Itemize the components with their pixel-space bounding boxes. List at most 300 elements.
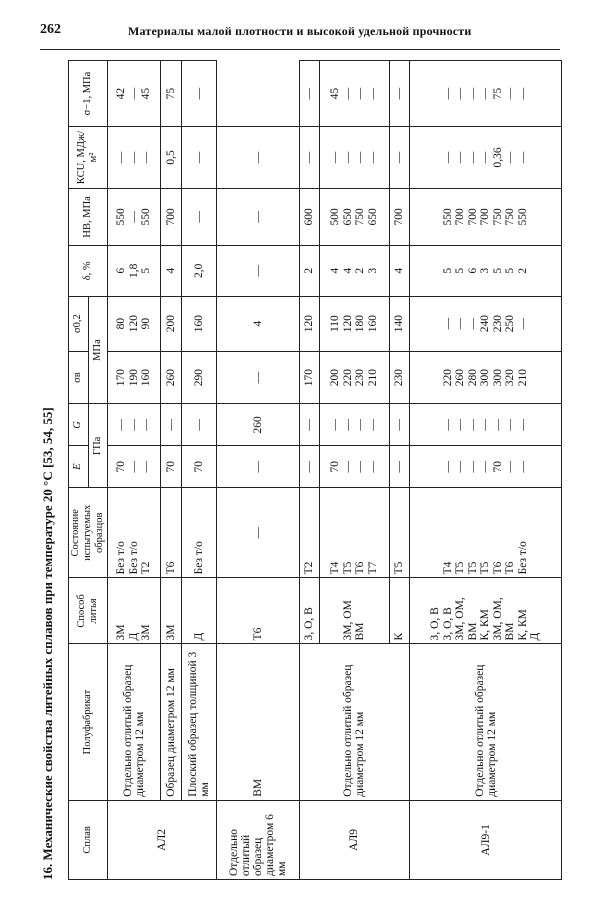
sb-value: 230	[393, 368, 406, 387]
casting-value: К, КМ	[479, 609, 492, 641]
G-value: —	[516, 419, 529, 431]
kcu-cell	[108, 127, 161, 189]
d-value: 4	[393, 267, 406, 274]
hb-value: 600	[303, 208, 316, 226]
sb-cell	[410, 351, 562, 404]
s02-value: 140	[393, 315, 406, 333]
hb-cell	[389, 188, 409, 245]
kcu-value: —	[192, 151, 205, 164]
d-value: 2	[354, 267, 367, 274]
sm1-value: —	[454, 87, 467, 100]
col-sigma-neg1: σ−1, МПа	[69, 61, 108, 127]
col-sigma-b: σв	[69, 351, 89, 404]
hb-value: 750	[504, 208, 517, 226]
state-cell	[161, 488, 181, 578]
E-cell	[320, 446, 390, 488]
E-value: —	[479, 460, 492, 473]
kcu-value: —	[516, 151, 529, 164]
state-value: Т5	[454, 561, 467, 575]
kcu-value: 0,5	[164, 150, 177, 165]
E-value: —	[341, 460, 354, 473]
sm1-value: 45	[329, 87, 342, 100]
sm1-value: —	[127, 87, 140, 100]
E-value: 70	[329, 460, 342, 473]
sm1-value: —	[341, 87, 354, 100]
G-cell	[320, 404, 390, 446]
G-value: —	[504, 419, 517, 431]
sb-value: 210	[516, 368, 529, 387]
casting-cell	[161, 578, 181, 644]
casting-cell	[217, 644, 300, 800]
kcu-value: —	[441, 151, 454, 164]
state-value: Т6	[491, 561, 504, 575]
sm1-cell	[161, 61, 181, 127]
casting-value: ЗМ, ОМ, ВМ	[454, 597, 479, 641]
table-row	[108, 61, 161, 880]
E-value: —	[127, 460, 140, 473]
d-value: 4	[329, 267, 342, 274]
sm1-value: —	[504, 87, 517, 100]
state-value: Т4	[329, 561, 342, 575]
casting-value: Д	[529, 632, 542, 641]
kcu-value: —	[354, 151, 367, 164]
table-row	[410, 61, 562, 880]
s02-value: 230	[491, 315, 504, 333]
state-cell	[320, 488, 390, 578]
sb-value: 170	[115, 368, 128, 387]
sm1-value: —	[393, 87, 406, 100]
E-cell	[299, 446, 319, 488]
state-value: Без т/о	[127, 541, 140, 575]
hb-cell	[108, 188, 161, 245]
casting-cell	[108, 578, 161, 644]
hb-value: 650	[366, 208, 379, 226]
unit-mpa: МПа	[88, 296, 108, 404]
d-cell	[108, 245, 161, 296]
col-product: Полуфабрикат	[69, 644, 108, 800]
table-body	[108, 61, 562, 880]
running-title: Материалы малой плотности и высокой удельной прочности	[128, 24, 472, 38]
E-value: —	[504, 460, 517, 473]
s02-value: 120	[303, 315, 316, 333]
casting-value: З, О, В	[441, 607, 454, 641]
s02-value: 200	[164, 315, 177, 333]
sb-value: 260	[164, 368, 177, 387]
s02-value: 90	[140, 317, 153, 330]
d-value: 2,0	[192, 263, 205, 278]
page-header	[40, 22, 560, 52]
state-value: Т2	[140, 561, 153, 575]
E-cell	[389, 446, 409, 488]
d-value: 3	[366, 267, 379, 274]
state-value: Т6	[164, 561, 177, 575]
d-value: 5	[491, 267, 504, 274]
G-value: —	[366, 419, 379, 431]
kcu-value: 0,36	[491, 147, 504, 168]
hb-value: 750	[354, 208, 367, 226]
sb-value: 170	[303, 368, 316, 387]
sb-value: 290	[192, 368, 205, 387]
table-row	[217, 61, 300, 880]
state-value: Т2	[303, 561, 316, 575]
E-value: —	[466, 460, 479, 473]
d-value: 4	[164, 267, 177, 274]
sb-value: 160	[140, 368, 153, 387]
E-cell	[410, 446, 562, 488]
sb-cell	[320, 351, 390, 404]
state-cell	[389, 488, 409, 578]
state-cell	[108, 488, 161, 578]
table-row	[181, 61, 216, 880]
s02-cell	[217, 351, 300, 404]
s02-value: 80	[115, 317, 128, 330]
sb-cell	[299, 351, 319, 404]
s02-value: 110	[329, 315, 342, 333]
hb-value: 550	[115, 208, 128, 226]
alloy-cell: АЛ9-1	[410, 800, 562, 879]
d-value: 1,8	[127, 263, 140, 278]
sm1-cell	[410, 61, 562, 127]
kcu-value: —	[115, 151, 128, 164]
sb-cell	[108, 351, 161, 404]
sm1-value: —	[366, 87, 379, 100]
s02-value: 250	[504, 315, 517, 333]
casting-value: ВМ	[251, 778, 264, 797]
sb-value: 280	[466, 368, 479, 387]
casting-cell	[299, 578, 319, 644]
s02-cell	[410, 296, 562, 351]
d-value: 5	[504, 267, 517, 274]
casting-value: ЗМ, ОМ, ВМ	[491, 597, 517, 641]
G-cell	[217, 446, 300, 488]
col-alloy: Сплав	[69, 800, 108, 879]
d-cell	[389, 245, 409, 296]
sm1-value: —	[354, 87, 367, 100]
properties-table	[68, 60, 562, 880]
kcu-value: —	[127, 151, 140, 164]
casting-value: ЗМ	[164, 624, 177, 641]
sm1-value: —	[192, 87, 205, 100]
G-cell	[181, 404, 216, 446]
hb-value: 550	[516, 208, 529, 226]
sm1-cell	[299, 61, 319, 127]
s02-cell	[161, 296, 181, 351]
state-value: Т5	[466, 561, 479, 575]
sb-cell	[181, 351, 216, 404]
sm1-cell	[108, 61, 161, 127]
G-value: —	[164, 419, 177, 431]
G-value: —	[115, 419, 128, 431]
kcu-cell	[389, 127, 409, 189]
s02-value: —	[454, 317, 467, 330]
kcu-value: —	[393, 151, 406, 164]
sb-value: 220	[341, 368, 354, 387]
casting-cell	[320, 578, 390, 644]
kcu-cell	[320, 127, 390, 189]
G-cell	[299, 404, 319, 446]
col-sigma-02: σ0,2	[69, 296, 89, 351]
casting-value: ЗМ	[140, 624, 153, 641]
col-E: E	[69, 446, 89, 488]
G-value: —	[454, 419, 467, 431]
alloy-cell: АЛ2	[108, 800, 217, 879]
s02-value: 240	[479, 315, 492, 333]
E-value: —	[366, 460, 379, 473]
kcu-cell	[299, 127, 319, 189]
hb-cell	[320, 188, 390, 245]
hb-value: 550	[140, 208, 153, 226]
sb-value: 220	[441, 368, 454, 387]
product-cell: Образец диаметром 12 мм	[161, 644, 181, 800]
hb-cell	[299, 188, 319, 245]
sm1-value: —	[251, 151, 264, 164]
E-value: 70	[192, 460, 205, 473]
product-cell: Отдельно отлитый образец диаметром 12 мм	[410, 644, 562, 800]
s02-value: 120	[341, 315, 354, 333]
G-cell	[108, 404, 161, 446]
G-value: —	[192, 419, 205, 431]
hb-value: 500	[329, 208, 342, 226]
table-caption: 16. Механические свойства литейных сплавов при температуре 20 °С [53, 54, 55]	[40, 407, 55, 880]
col-hb: НВ, МПа	[69, 188, 108, 245]
casting-value: З, О, В	[429, 607, 442, 641]
kcu-cell	[161, 127, 181, 189]
casting-value: ЗМ, ОМ	[341, 600, 354, 641]
s02-cell	[299, 296, 319, 351]
col-delta: δ, %	[69, 245, 108, 296]
casting-value: ВМ	[354, 622, 367, 641]
kcu-cell	[181, 127, 216, 189]
kcu-value: —	[341, 151, 354, 164]
state-value: Без т/о	[516, 541, 529, 575]
sb-value: 260	[251, 416, 264, 434]
sm1-cell	[320, 61, 390, 127]
sb-cell	[161, 351, 181, 404]
col-G: G	[69, 404, 89, 446]
hb-cell	[161, 188, 181, 245]
s02-cell	[389, 296, 409, 351]
G-value: —	[127, 419, 140, 431]
sb-cell	[217, 404, 300, 446]
state-value: Т7	[366, 561, 379, 575]
table-row	[299, 61, 319, 880]
state-value: Т5	[393, 561, 406, 575]
sm1-value: —	[466, 87, 479, 100]
casting-value: ЗМ	[115, 624, 128, 641]
sb-value: 260	[454, 368, 467, 387]
E-value: —	[393, 460, 406, 473]
kcu-value: —	[140, 151, 153, 164]
d-value: 2	[516, 267, 529, 274]
s02-value: 180	[354, 315, 367, 333]
G-value: —	[140, 419, 153, 431]
col-state: Состояние испытуемых образцов	[69, 488, 108, 578]
unit-gpa: ГПа	[88, 404, 108, 488]
d-cell	[320, 245, 390, 296]
page-number: 262	[40, 22, 61, 37]
E-value: 70	[115, 460, 128, 473]
state-value: Без т/о	[115, 541, 128, 575]
state-value: Т6	[251, 627, 264, 641]
E-value: —	[454, 460, 467, 473]
table-row	[161, 61, 181, 880]
s02-value: 120	[127, 315, 140, 333]
hb-value: 700	[393, 208, 406, 226]
s02-value: —	[441, 317, 454, 330]
hb-cell	[410, 188, 562, 245]
s02-cell	[181, 296, 216, 351]
hb-value: 700	[479, 208, 492, 226]
E-cell	[161, 446, 181, 488]
casting-value: Д	[192, 632, 205, 641]
E-cell	[217, 488, 300, 578]
G-value: —	[441, 419, 454, 431]
sm1-value: —	[479, 87, 492, 100]
product-cell: Плоский образец толщиной 3 мм	[181, 644, 216, 800]
G-value: —	[491, 419, 504, 431]
sm1-cell	[389, 61, 409, 127]
product-cell: Отдельно отлитый образец диаметром 6 мм	[217, 800, 300, 879]
sb-value: 210	[366, 368, 379, 387]
casting-cell	[410, 578, 562, 644]
G-value: —	[329, 419, 342, 431]
col-casting: Способ литья	[69, 578, 108, 644]
s02-value: —	[466, 317, 479, 330]
sb-value: 300	[479, 368, 492, 387]
G-value: —	[393, 419, 406, 431]
E-value: —	[354, 460, 367, 473]
E-value: —	[516, 460, 529, 473]
sm1-value: 75	[491, 87, 504, 100]
hb-cell	[217, 245, 300, 296]
casting-cell	[181, 578, 216, 644]
s02-value: 160	[366, 315, 379, 333]
sm1-cell	[181, 61, 216, 127]
G-cell	[161, 404, 181, 446]
s02-value: —	[516, 317, 529, 330]
d-cell	[299, 245, 319, 296]
kcu-value: —	[504, 151, 517, 164]
d-value: 6	[466, 267, 479, 274]
kcu-value: —	[251, 211, 264, 223]
hb-value: —	[192, 211, 205, 223]
kcu-value: —	[329, 151, 342, 164]
state-cell	[181, 488, 216, 578]
alloy-cell: АЛ9	[299, 800, 409, 879]
sb-value: 190	[127, 368, 140, 387]
sm1-value: —	[516, 87, 529, 100]
d-cell	[181, 245, 216, 296]
kcu-value: —	[366, 151, 379, 164]
casting-value: Д	[127, 632, 140, 641]
hb-value: 700	[164, 208, 177, 226]
E-value: —	[441, 460, 454, 473]
kcu-cell	[410, 127, 562, 189]
state-value: Т6	[354, 561, 367, 575]
hb-value: —	[127, 211, 140, 223]
casting-cell	[389, 578, 409, 644]
state-value: Т5	[479, 561, 492, 575]
sm1-value: 45	[140, 87, 153, 100]
sm1-value: —	[303, 87, 316, 100]
s02-value: 160	[192, 315, 205, 333]
G-value: —	[341, 419, 354, 431]
d-value: 4	[341, 267, 354, 274]
casting-value: К, КМ	[516, 609, 529, 641]
d-value: 3	[479, 267, 492, 274]
d-value: 5	[140, 267, 153, 274]
d-value: 4	[251, 320, 264, 327]
hb-value: 750	[491, 208, 504, 226]
G-value: —	[479, 419, 492, 431]
state-value: Т4	[441, 561, 454, 575]
d-cell	[410, 245, 562, 296]
sb-cell	[389, 351, 409, 404]
kcu-value: —	[466, 151, 479, 164]
E-cell	[181, 446, 216, 488]
hb-value: 700	[466, 208, 479, 226]
sm1-value: —	[441, 87, 454, 100]
E-value: 70	[491, 460, 504, 473]
kcu-value: —	[454, 151, 467, 164]
kcu-value: —	[479, 151, 492, 164]
G-cell	[410, 404, 562, 446]
state-cell	[410, 488, 562, 578]
G-cell	[389, 404, 409, 446]
sb-value: 320	[504, 368, 517, 387]
hb-value: 550	[441, 208, 454, 226]
rotated-table-frame	[40, 60, 560, 880]
d-value: 2	[303, 267, 316, 274]
G-value: —	[466, 419, 479, 431]
casting-value: З, О, В	[303, 607, 316, 641]
d-cell	[161, 245, 181, 296]
sm1-value: 42	[115, 87, 128, 100]
s02-cell	[108, 296, 161, 351]
s02-value: —	[251, 371, 264, 384]
sb-value: 300	[491, 368, 504, 387]
sb-value: 230	[354, 368, 367, 387]
d-value: 6	[115, 267, 128, 274]
G-value: —	[303, 419, 316, 431]
hb-value: 700	[454, 208, 467, 226]
E-cell	[108, 446, 161, 488]
hb-value: —	[251, 265, 264, 277]
sb-value: 200	[329, 368, 342, 387]
header-rule	[40, 49, 560, 50]
E-value: —	[140, 460, 153, 473]
casting-value: К	[393, 632, 406, 641]
E-value: —	[251, 527, 264, 539]
G-value: —	[354, 419, 367, 431]
d-value: 5	[441, 267, 454, 274]
sm1-value: 75	[164, 87, 177, 100]
kcu-cell	[217, 188, 300, 245]
hb-value: 650	[341, 208, 354, 226]
state-cell	[217, 578, 300, 644]
d-cell	[217, 296, 300, 351]
hb-cell	[181, 188, 216, 245]
E-value: 70	[164, 460, 177, 473]
G-value: —	[251, 460, 264, 473]
state-cell	[299, 488, 319, 578]
state-value: Т5	[341, 561, 354, 575]
kcu-value: —	[303, 151, 316, 164]
product-cell: Отдельно отлитый образец диаметром 12 мм	[299, 644, 409, 800]
product-cell: Отдельно отлитый образец диаметром 12 мм	[108, 644, 161, 800]
sm1-cell	[217, 127, 300, 189]
state-value: Т6	[504, 561, 517, 575]
